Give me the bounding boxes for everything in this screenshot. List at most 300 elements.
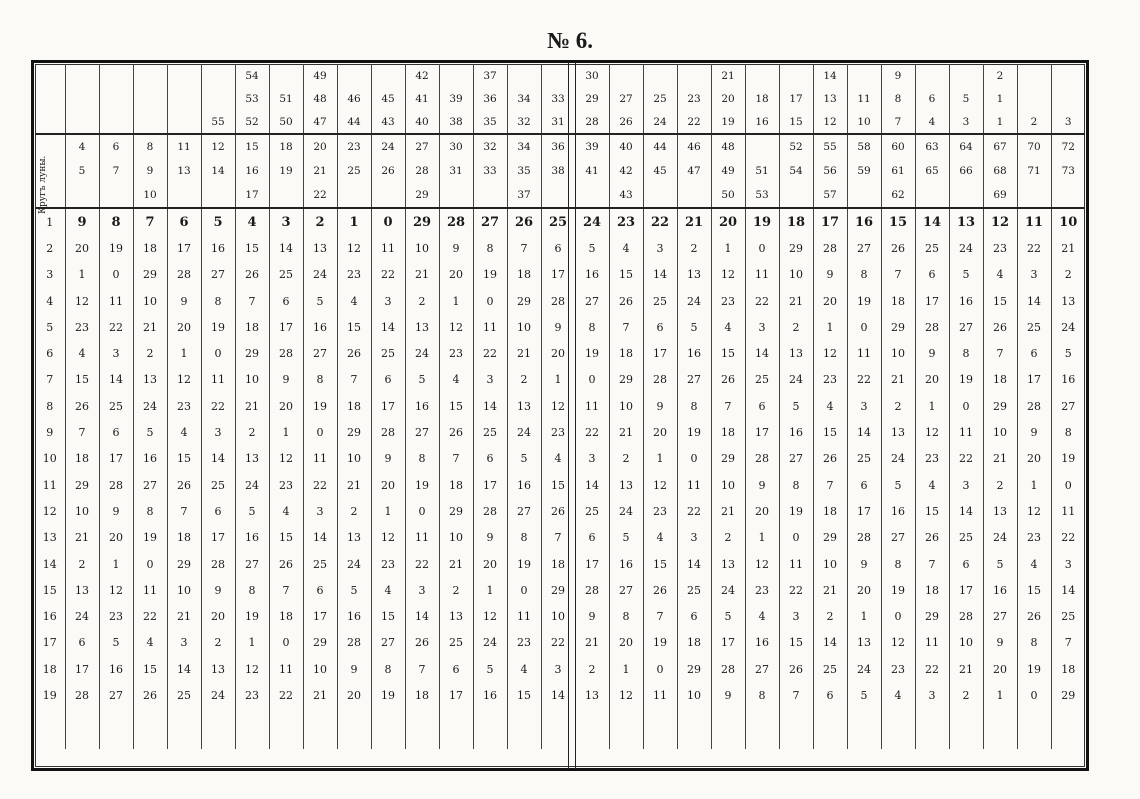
table-cell: 12 xyxy=(643,472,677,498)
table-cell: 22 xyxy=(473,340,507,366)
table-row xyxy=(35,630,1085,656)
table-cell: 5 xyxy=(1051,340,1085,366)
table-cell: 9 xyxy=(371,446,405,472)
table-cell: 15 xyxy=(65,367,99,393)
table-cell: 6 xyxy=(269,288,303,314)
table-cell: 4 xyxy=(65,134,99,159)
row-label-cell: 5 xyxy=(46,320,54,334)
table-cell: 4 xyxy=(1017,551,1051,577)
table-cell: 0 xyxy=(949,393,983,419)
table-cell: 22 xyxy=(541,630,575,656)
blank-cell xyxy=(847,709,881,749)
table-cell xyxy=(507,64,541,87)
table-cell: 7 xyxy=(779,682,813,708)
table-cell: 20 xyxy=(745,498,779,524)
table-cell: 10 xyxy=(405,235,439,261)
table-cell: 25 xyxy=(439,630,473,656)
blank-cell xyxy=(473,709,507,749)
table-cell: 23 xyxy=(235,682,269,708)
table-cell: 30 xyxy=(575,64,609,87)
table-cell: 2 xyxy=(1017,110,1051,134)
table-cell: 29 xyxy=(813,525,847,551)
table-cell xyxy=(575,183,609,208)
table-cell: 4 xyxy=(915,472,949,498)
row-label-cell: 3 xyxy=(46,268,54,282)
table-cell: 2 xyxy=(609,446,643,472)
table-cell: 20 xyxy=(439,262,473,288)
table-cell: 25 xyxy=(1051,603,1085,629)
table-cell: 7 xyxy=(541,525,575,551)
table-cell: 14 xyxy=(303,525,337,551)
table-cell: 21 xyxy=(813,577,847,603)
table-cell: 1 xyxy=(235,630,269,656)
table-cell: 0 xyxy=(507,577,541,603)
table-cell: 4 xyxy=(813,393,847,419)
table-cell: 14 xyxy=(473,393,507,419)
table-cell: 23 xyxy=(269,472,303,498)
table-cell: 29 xyxy=(983,393,1017,419)
table-cell: 28 xyxy=(269,340,303,366)
table-cell: 0 xyxy=(371,208,405,235)
table-cell: 9 xyxy=(575,603,609,629)
table-cell: 29 xyxy=(915,603,949,629)
table-cell: 19 xyxy=(643,630,677,656)
table-cell: 24 xyxy=(201,682,235,708)
table-cell: 18 xyxy=(541,551,575,577)
table-cell: 28 xyxy=(337,630,371,656)
table-cell: 11 xyxy=(133,577,167,603)
table-cell: 15 xyxy=(439,393,473,419)
table-cell: 7 xyxy=(643,603,677,629)
table-cell: 11 xyxy=(167,134,201,159)
table-cell: 27 xyxy=(303,340,337,366)
table-cell: 2 xyxy=(65,551,99,577)
row-label-cell: 15 xyxy=(42,583,57,597)
row-label-cell: 14 xyxy=(42,557,57,571)
table-cell xyxy=(133,110,167,134)
table-cell: 16 xyxy=(575,262,609,288)
table-cell: 65 xyxy=(915,159,949,183)
blank-cell xyxy=(201,709,235,749)
table-cell: 26 xyxy=(779,656,813,682)
table-cell: 7 xyxy=(439,446,473,472)
table-cell: 17 xyxy=(915,288,949,314)
table-cell: 24 xyxy=(881,446,915,472)
table-cell: 13 xyxy=(405,314,439,340)
table-cell: 0 xyxy=(473,288,507,314)
row-label-cell: 13 xyxy=(42,531,57,545)
table-cell: 8 xyxy=(779,472,813,498)
table-cell: 1 xyxy=(983,110,1017,134)
table-cell: 10 xyxy=(133,183,167,208)
table-cell: 16 xyxy=(983,577,1017,603)
table-cell: 24 xyxy=(983,525,1017,551)
table-cell: 27 xyxy=(847,235,881,261)
table-cell: 20 xyxy=(915,367,949,393)
table-cell: 17 xyxy=(1017,367,1051,393)
table-cell: 55 xyxy=(813,134,847,159)
table-cell: 3 xyxy=(847,393,881,419)
table-cell: 42 xyxy=(405,64,439,87)
table-cell: 19 xyxy=(711,110,745,134)
table-cell: 29 xyxy=(167,551,201,577)
table-cell: 2 xyxy=(235,419,269,445)
table-cell: 45 xyxy=(371,87,405,110)
table-cell: 11 xyxy=(303,446,337,472)
table-cell: 8 xyxy=(609,603,643,629)
table-cell: 20 xyxy=(541,340,575,366)
table-cell: 22 xyxy=(847,367,881,393)
table-cell: 27 xyxy=(881,525,915,551)
table-cell: 7 xyxy=(915,551,949,577)
table-cell: 9 xyxy=(915,340,949,366)
table-cell: 12 xyxy=(1017,498,1051,524)
table-cell: 50 xyxy=(269,110,303,134)
table-cell: 18 xyxy=(711,419,745,445)
table-cell: 25 xyxy=(337,159,371,183)
table-cell: 15 xyxy=(779,110,813,134)
table-cell: 9 xyxy=(881,64,915,87)
row-label-cell: 17 xyxy=(42,636,57,650)
table-cell: 19 xyxy=(371,682,405,708)
table-cell: 22 xyxy=(133,603,167,629)
table-cell: 2 xyxy=(507,367,541,393)
table-cell: 5 xyxy=(507,446,541,472)
table-cell: 10 xyxy=(813,551,847,577)
row-label-cell: 19 xyxy=(42,688,57,702)
table-cell: 23 xyxy=(983,235,1017,261)
table-cell: 23 xyxy=(643,498,677,524)
table-cell: 9 xyxy=(133,159,167,183)
table-cell: 36 xyxy=(541,134,575,159)
table-cell: 23 xyxy=(541,419,575,445)
table-cell: 9 xyxy=(541,314,575,340)
table-cell: 7 xyxy=(609,314,643,340)
table-cell: 18 xyxy=(405,682,439,708)
table-cell: 62 xyxy=(881,183,915,208)
table-row xyxy=(35,419,1085,445)
table-cell: 6 xyxy=(1017,340,1051,366)
blank-cell xyxy=(915,709,949,749)
table-cell: 13 xyxy=(65,577,99,603)
table-cell: 12 xyxy=(371,525,405,551)
table-cell: 22 xyxy=(269,682,303,708)
blank-cell xyxy=(1017,709,1051,749)
table-cell: 15 xyxy=(779,630,813,656)
table-cell xyxy=(1017,64,1051,87)
table-cell: 15 xyxy=(643,551,677,577)
table-cell: 23 xyxy=(677,87,711,110)
table-cell: 3 xyxy=(371,288,405,314)
table-cell: 8 xyxy=(1017,630,1051,656)
blank-cell xyxy=(711,709,745,749)
table-cell: 52 xyxy=(779,134,813,159)
table-cell: 5 xyxy=(133,419,167,445)
table-cell: 29 xyxy=(541,577,575,603)
lunar-cycle-row xyxy=(35,159,1085,183)
table-cell: 8 xyxy=(303,367,337,393)
table-cell: 7 xyxy=(711,393,745,419)
table-cell: 21 xyxy=(439,551,473,577)
table-cell: 15 xyxy=(1017,577,1051,603)
row-label-cell: 1 xyxy=(35,208,65,235)
table-row xyxy=(35,551,1085,577)
row-label-cell: 7 xyxy=(46,373,54,387)
table-cell: 23 xyxy=(337,134,371,159)
table-cell: 56 xyxy=(813,159,847,183)
table-cell: 8 xyxy=(847,262,881,288)
table-cell: 27 xyxy=(609,577,643,603)
table-cell: 5 xyxy=(847,682,881,708)
table-cell: 27 xyxy=(405,134,439,159)
table-cell: 43 xyxy=(371,110,405,134)
table-cell: 29 xyxy=(337,419,371,445)
table-cell: 25 xyxy=(643,87,677,110)
table-cell: 7 xyxy=(167,498,201,524)
table-cell: 21 xyxy=(609,419,643,445)
table-cell: 17 xyxy=(167,235,201,261)
table-cell: 21 xyxy=(507,340,541,366)
table-cell xyxy=(677,64,711,87)
table-cell: 4 xyxy=(167,419,201,445)
table-cell: 19 xyxy=(881,577,915,603)
table-cell: 7 xyxy=(507,235,541,261)
blank-cell xyxy=(881,709,915,749)
table-cell: 13 xyxy=(711,551,745,577)
table-cell: 0 xyxy=(1017,682,1051,708)
table-cell: 4 xyxy=(235,208,269,235)
blank-padding-row xyxy=(35,709,1085,749)
table-cell: 10 xyxy=(167,577,201,603)
table-cell: 6 xyxy=(167,208,201,235)
table-cell: 6 xyxy=(745,393,779,419)
table-cell: 27 xyxy=(201,262,235,288)
row-label-cell: 18 xyxy=(42,662,57,676)
table-cell: 16 xyxy=(609,551,643,577)
table-cell: 12 xyxy=(813,340,847,366)
table-cell: 9 xyxy=(439,235,473,261)
table-cell: 16 xyxy=(337,603,371,629)
table-cell: 16 xyxy=(201,235,235,261)
table-cell xyxy=(133,87,167,110)
table-cell: 10 xyxy=(541,603,575,629)
table-cell: 67 xyxy=(983,134,1017,159)
table-cell: 10 xyxy=(881,340,915,366)
table-cell: 6 xyxy=(371,367,405,393)
table-cell: 20 xyxy=(609,630,643,656)
table-cell: 5 xyxy=(983,551,1017,577)
table-cell: 4 xyxy=(711,314,745,340)
table-cell: 28 xyxy=(915,314,949,340)
table-cell: 26 xyxy=(371,159,405,183)
table-cell: 12 xyxy=(745,551,779,577)
table-cell: 71 xyxy=(1017,159,1051,183)
table-cell: 14 xyxy=(643,262,677,288)
table-cell: 11 xyxy=(915,630,949,656)
table-cell: 18 xyxy=(439,472,473,498)
lunar-cycle-row xyxy=(35,183,1085,208)
table-cell: 9 xyxy=(643,393,677,419)
table-cell: 40 xyxy=(609,134,643,159)
table-cell: 24 xyxy=(575,208,609,235)
table-cell: 73 xyxy=(1051,159,1085,183)
table-cell: 27 xyxy=(745,656,779,682)
table-cell: 12 xyxy=(201,134,235,159)
table-cell: 11 xyxy=(507,603,541,629)
table-cell: 6 xyxy=(813,682,847,708)
table-cell: 1 xyxy=(1017,472,1051,498)
table-cell: 8 xyxy=(575,314,609,340)
table-cell: 60 xyxy=(881,134,915,159)
table-cell: 3 xyxy=(99,340,133,366)
table-cell: 13 xyxy=(813,87,847,110)
table-cell xyxy=(745,134,779,159)
table-cell: 54 xyxy=(235,64,269,87)
table-cell: 4 xyxy=(609,235,643,261)
table-row xyxy=(35,656,1085,682)
table-cell: 10 xyxy=(303,656,337,682)
table-cell: 10 xyxy=(779,262,813,288)
table-cell: 17 xyxy=(235,183,269,208)
table-cell: 23 xyxy=(371,551,405,577)
table-cell xyxy=(677,183,711,208)
table-cell: 14 xyxy=(99,367,133,393)
table-cell: 2 xyxy=(949,682,983,708)
table-cell: 24 xyxy=(609,498,643,524)
table-cell xyxy=(167,64,201,87)
table-cell: 29 xyxy=(711,446,745,472)
table-cell xyxy=(609,64,643,87)
table-cell: 19 xyxy=(745,208,779,235)
table-cell: 15 xyxy=(269,525,303,551)
table-cell: 27 xyxy=(779,446,813,472)
table-cell: 42 xyxy=(609,159,643,183)
table-cell: 3 xyxy=(949,110,983,134)
table-cell: 15 xyxy=(813,419,847,445)
table-cell: 2 xyxy=(303,208,337,235)
table-cell: 23 xyxy=(745,577,779,603)
table-cell: 2 xyxy=(575,656,609,682)
table-cell: 13 xyxy=(847,630,881,656)
table-cell xyxy=(99,110,133,134)
table-cell: 16 xyxy=(677,340,711,366)
table-cell: 22 xyxy=(915,656,949,682)
table-cell: 13 xyxy=(507,393,541,419)
table-cell: 14 xyxy=(167,656,201,682)
table-cell: 3 xyxy=(541,656,575,682)
table-cell: 8 xyxy=(949,340,983,366)
table-cell: 16 xyxy=(1051,367,1085,393)
table-cell: 13 xyxy=(949,208,983,235)
table-cell: 27 xyxy=(405,419,439,445)
table-cell: 7 xyxy=(405,656,439,682)
table-cell: 1 xyxy=(371,498,405,524)
table-cell: 25 xyxy=(847,446,881,472)
table-cell: 22 xyxy=(201,393,235,419)
table-cell: 28 xyxy=(1017,393,1051,419)
table-cell: 19 xyxy=(201,314,235,340)
table-cell: 24 xyxy=(405,340,439,366)
blank-cell xyxy=(405,709,439,749)
table-row xyxy=(35,235,1085,261)
table-cell: 14 xyxy=(745,340,779,366)
table-cell: 19 xyxy=(405,472,439,498)
table-cell: 54 xyxy=(779,159,813,183)
table-cell: 25 xyxy=(745,367,779,393)
table-cell: 10 xyxy=(235,367,269,393)
table-cell: 7 xyxy=(813,472,847,498)
table-cell: 23 xyxy=(65,314,99,340)
table-cell: 4 xyxy=(133,630,167,656)
table-cell: 1 xyxy=(99,551,133,577)
table-cell: 26 xyxy=(507,208,541,235)
table-cell: 14 xyxy=(269,235,303,261)
table-cell: 22 xyxy=(745,288,779,314)
table-cell xyxy=(167,87,201,110)
table-cell: 16 xyxy=(507,472,541,498)
table-cell: 20 xyxy=(711,208,745,235)
table-cell: 21 xyxy=(405,262,439,288)
table-cell: 14 xyxy=(677,551,711,577)
table-cell: 5 xyxy=(677,314,711,340)
table-row xyxy=(35,367,1085,393)
table-cell: 19 xyxy=(235,603,269,629)
table-cell: 16 xyxy=(745,630,779,656)
table-cell: 6 xyxy=(473,446,507,472)
table-cell: 18 xyxy=(269,603,303,629)
row-label-cell: 10 xyxy=(42,452,57,466)
table-cell: 15 xyxy=(541,472,575,498)
table-cell: 13 xyxy=(1051,288,1085,314)
row-label-cell: 9 xyxy=(46,426,54,440)
table-row xyxy=(35,393,1085,419)
table-cell xyxy=(371,183,405,208)
top-number-row xyxy=(35,87,1085,110)
table-cell: 6 xyxy=(643,314,677,340)
table-cell: 16 xyxy=(745,110,779,134)
table-cell: 26 xyxy=(235,262,269,288)
table-cell: 23 xyxy=(813,367,847,393)
row-label-cell: 11 xyxy=(42,478,57,492)
table-cell: 5 xyxy=(201,208,235,235)
blank-cell xyxy=(813,709,847,749)
table-cell: 6 xyxy=(949,551,983,577)
table-cell: 13 xyxy=(337,525,371,551)
table-cell: 1 xyxy=(643,446,677,472)
table-cell: 16 xyxy=(847,208,881,235)
table-cell: 6 xyxy=(65,630,99,656)
table-cell: 17 xyxy=(439,682,473,708)
table-cell xyxy=(167,110,201,134)
table-cell: 23 xyxy=(881,656,915,682)
table-cell: 2 xyxy=(813,603,847,629)
table-cell: 3 xyxy=(643,235,677,261)
table-cell: 18 xyxy=(337,393,371,419)
table-cell: 20 xyxy=(983,656,1017,682)
blank-cell xyxy=(99,709,133,749)
table-cell: 25 xyxy=(201,472,235,498)
table-cell: 19 xyxy=(575,340,609,366)
table-cell: 72 xyxy=(1051,134,1085,159)
blank-cell xyxy=(303,709,337,749)
table-cell xyxy=(65,87,99,110)
blank-cell xyxy=(983,709,1017,749)
table-cell: 29 xyxy=(677,656,711,682)
table-cell: 26 xyxy=(915,525,949,551)
blank-cell xyxy=(65,709,99,749)
row-label-cell xyxy=(35,110,65,134)
table-cell: 0 xyxy=(201,340,235,366)
